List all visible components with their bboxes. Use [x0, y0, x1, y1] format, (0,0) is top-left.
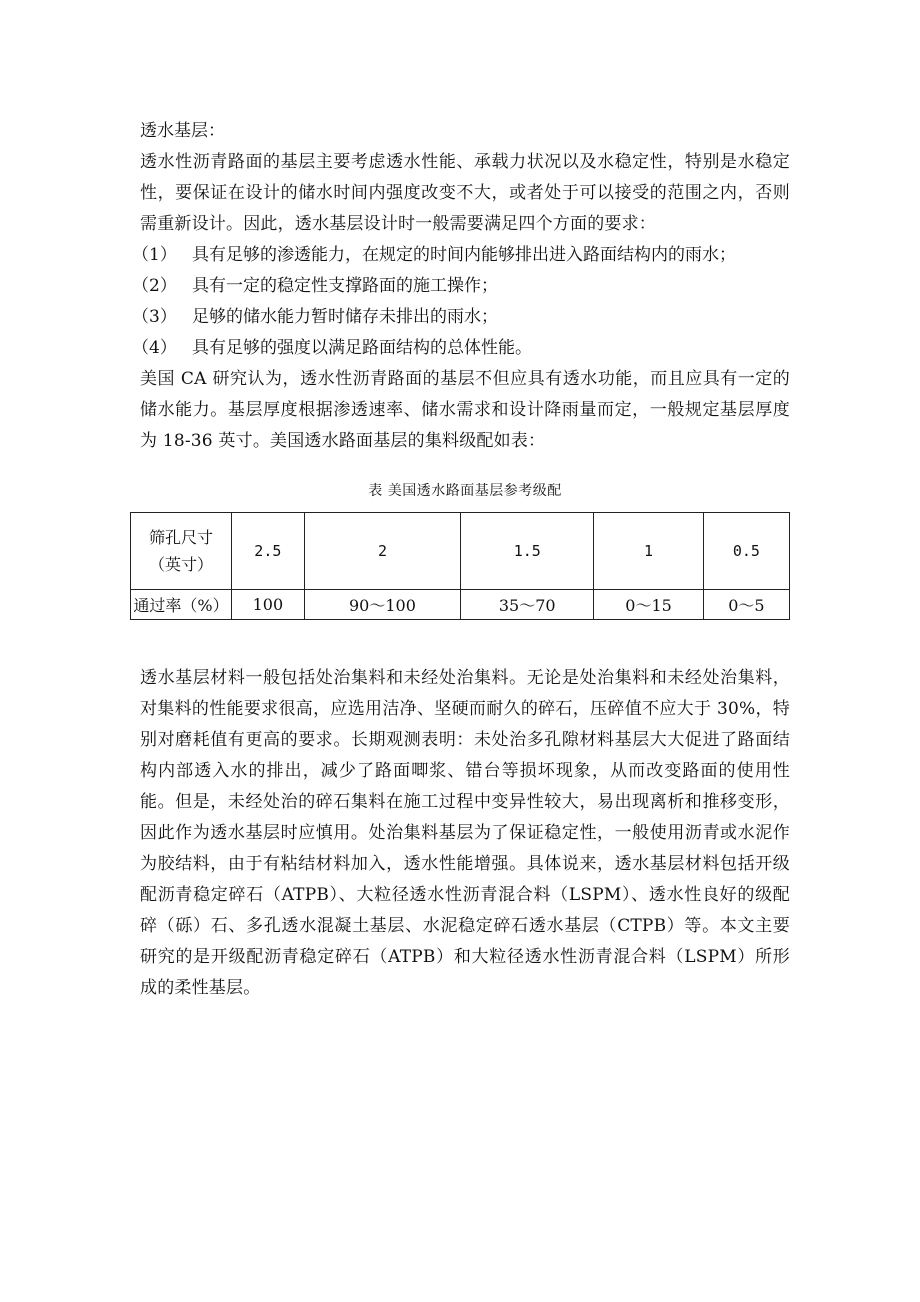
- list-item-text: 足够的储水能力暂时储存未排出的雨水；: [192, 307, 498, 327]
- materials-paragraph: 透水基层材料一般包括处治集料和未经处治集料。无论是处治集料和未经处治集料，对集料的性能要求很高，应选用洁净、坚硬而耐久的碎石，压碎值不应大于 30%，特别对磨耗值有更高的要求。长期观测表明：未处治多孔隙材料基层大大促进了路面结构内部透入水的排出，减少了路面唧浆、错台等损坏现象，从而改变路面的使用性能。但是，未经处治的碎石集料在施工过程中变异性较大，易出现离析和推移变形，因此作为透水基层时应慎用。处治集料基层为了保证稳定性，一般使用沥青或水泥作为胶结料，由于有粘结材料加入，透水性能增强。具体说来，透水基层材料包括开级配沥青稳定碎石（ATPB）、大粒径透水性沥青混合料（LSPM）、透水性良好的级配碎（砾）石、多孔透水混凝土基层、水泥稳定碎石透水基层（CTPB）等。本文主要研究的是开级配沥青稳定碎石（ATPB）和大粒径透水性沥青混合料（LSPM）所形成的柔性基层。: [140, 668, 790, 998]
- sieve-size-cell: 2.5: [232, 513, 305, 590]
- table-caption: 表 美国透水路面基层参考级配: [368, 483, 562, 499]
- passing-cell: 35～70: [461, 590, 594, 620]
- table-row: [131, 513, 790, 590]
- list-item: [132, 240, 790, 271]
- list-item: [132, 271, 790, 302]
- sieve-size-cell: 0.5: [703, 513, 789, 590]
- row-label-cell: 通过率（%）: [131, 590, 232, 620]
- intro-paragraph: 透水性沥青路面的基层主要考虑透水性能、承载力状况以及水稳定性，特别是水稳定性，要保证在设计的储水时间内强度改变不大，或者处于可以接受的范围之内，否则需重新设计。因此，透水基层设计时一般需要满足四个方面的要求：: [140, 152, 790, 234]
- list-item-text: 具有足够的渗透能力，在规定的时间内能够排出进入路面结构内的雨水；: [192, 245, 736, 265]
- list-item: [132, 333, 790, 364]
- header-label-line1: 筛孔尺寸: [148, 528, 213, 547]
- list-item-text: 具有足够的强度以满足路面结构的总体性能。: [192, 338, 532, 358]
- passing-cell: 90～100: [304, 590, 461, 620]
- list-item-text: 具有一定的稳定性支撑路面的施工操作；: [192, 276, 498, 296]
- table-header-cell: [131, 513, 232, 590]
- document-page: [132, 116, 790, 1004]
- list-item-number: （4）: [132, 338, 177, 358]
- sieve-size-cell: 1.5: [461, 513, 594, 590]
- table-row: [131, 590, 790, 620]
- list-item-number: （3）: [132, 307, 177, 327]
- ca-research-paragraph: 美国 CA 研究认为，透水性沥青路面的基层不但应具有透水功能，而且应具有一定的储水能力。基层厚度根据渗透速率、储水需求和设计降雨量而定，一般规定基层厚度为 18-36 英寸。美国透水路面基层的集料级配如表：: [140, 369, 790, 451]
- list-item-number: （2）: [132, 276, 177, 296]
- sieve-size-cell: 2: [304, 513, 461, 590]
- list-item: [132, 302, 790, 333]
- section-title: 透水基层：: [140, 121, 225, 141]
- header-label-line2: （英寸）: [148, 555, 213, 574]
- requirements-list: [132, 240, 790, 364]
- passing-cell: 0～5: [703, 590, 789, 620]
- sieve-size-cell: 1: [594, 513, 704, 590]
- passing-cell: 100: [232, 590, 305, 620]
- gradation-table: [130, 512, 790, 620]
- list-item-number: （1）: [132, 245, 177, 265]
- passing-cell: 0～15: [594, 590, 704, 620]
